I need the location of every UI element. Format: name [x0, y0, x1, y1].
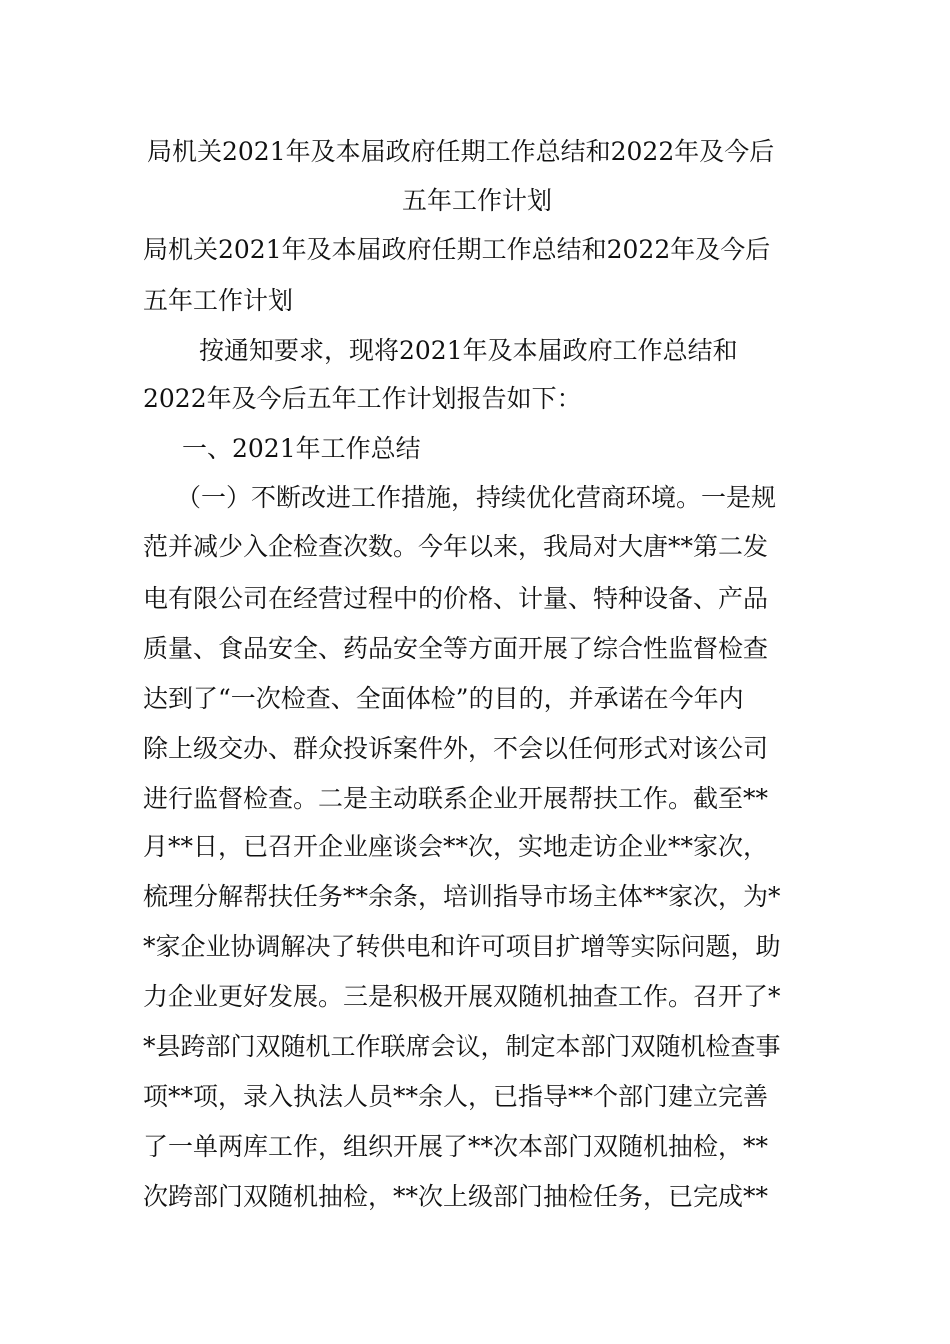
intro-line-1: 按通知要求，现将2021年及本届政府工作总结和 — [199, 336, 738, 365]
body-line: 除上级交办、群众投诉案件外，不会以任何形式对该公司 — [143, 734, 769, 763]
body-line: 了一单两库工作，组织开展了**次本部门双随机抽检，** — [143, 1132, 769, 1161]
body-line: 项**项，录入执法人员**余人，已指导**个部门建立完善 — [143, 1082, 769, 1111]
body-line: 进行监督检查。二是主动联系企业开展帮扶工作。截至** — [143, 784, 769, 813]
body-line: 达到了“一次检查、全面体检”的目的，并承诺在今年内 — [143, 684, 744, 713]
section-heading: 一、2021年工作总结 — [182, 434, 421, 463]
document-subtitle-line-2: 五年工作计划 — [143, 286, 294, 315]
body-line: 范并减少入企检查次数。今年以来，我局对大唐**第二发 — [143, 532, 769, 561]
intro-line-2: 2022年及今后五年工作计划报告如下： — [143, 384, 582, 413]
body-line: 质量、食品安全、药品安全等方面开展了综合性监督检查 — [143, 634, 769, 663]
body-line: 梳理分解帮扶任务**余条，培训指导市场主体**家次，为* — [143, 882, 781, 911]
document-title-line-1: 局机关2021年及本届政府任期工作总结和2022年及今后 — [147, 137, 775, 166]
body-line: （一）不断改进工作措施，持续优化营商环境。一是规 — [176, 483, 777, 512]
body-line: *家企业协调解决了转供电和许可项目扩增等实际问题，助 — [143, 932, 781, 961]
body-line: 次跨部门双随机抽检，**次上级部门抽检任务，已完成** — [143, 1182, 769, 1211]
body-line: *县跨部门双随机工作联席会议，制定本部门双随机检查事 — [143, 1032, 781, 1061]
body-line: 电有限公司在经营过程中的价格、计量、特种设备、产品 — [143, 584, 769, 613]
document-subtitle-line-1: 局机关2021年及本届政府任期工作总结和2022年及今后 — [143, 235, 771, 264]
document-title-line-2: 五年工作计划 — [402, 186, 553, 215]
body-line: 力企业更好发展。三是积极开展双随机抽查工作。召开了* — [143, 982, 781, 1011]
body-line: 月**日，已召开企业座谈会**次，实地走访企业**家次， — [143, 832, 769, 861]
